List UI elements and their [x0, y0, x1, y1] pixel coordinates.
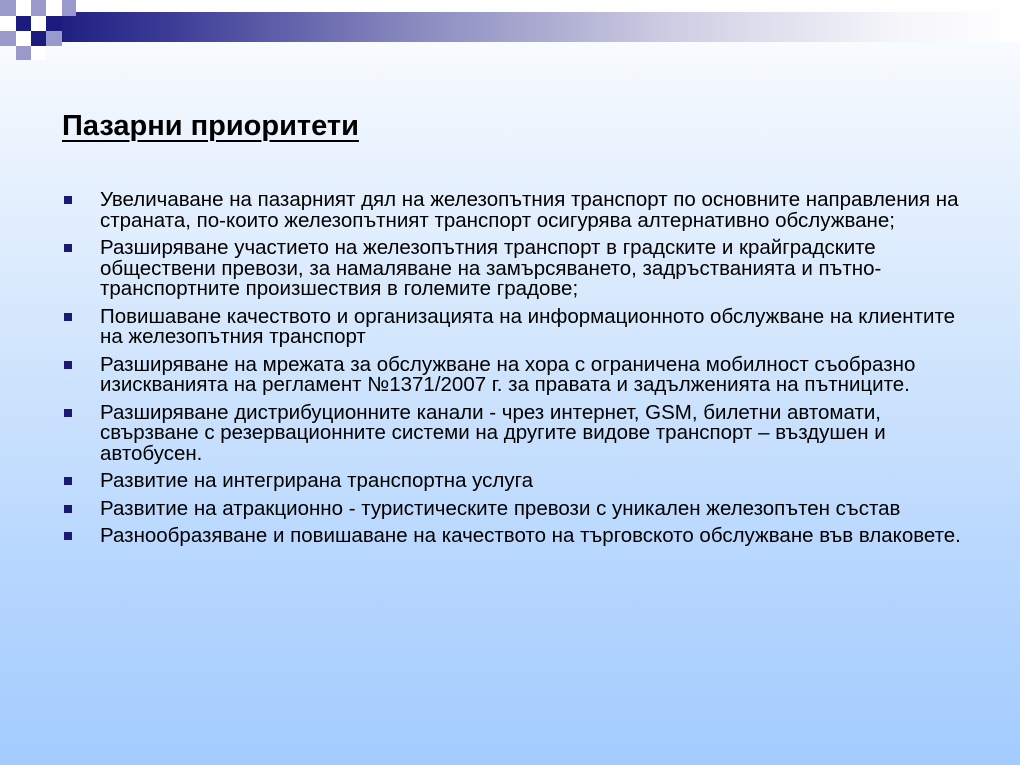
bullet-text: Разширяване на мрежата за обслужване на хора с ограничена мобилност съобразно изискванията на регламент №1371/2007 г. за правата и задълженията на пътниците. [100, 352, 916, 396]
bullet-text: Развитие на атракционно - туристическите превози с уникален железопътен състав [100, 496, 901, 520]
bullet-text: Разширяване участието на железопътния транспорт в градските и крайградските обществени превози, за намаляване на замърсяването, задръстванията и пътно- транспортните произшествия в големите градове; [100, 236, 882, 300]
bullet-item [62, 496, 962, 520]
bullet-item [62, 526, 962, 547]
square-bullet-icon [64, 409, 72, 417]
bullet-text: Разнообразяване и повишаване на качеството на търговското обслужване във влаковете. [100, 524, 961, 547]
bullet-item [62, 238, 962, 300]
square-bullet-icon [64, 532, 72, 540]
bullet-item [62, 304, 962, 348]
header-decoration [0, 0, 1020, 60]
bullet-text: Увеличаване на пазарният дял на железопътния транспорт по основните направления на страната, по-които железопътният транспорт осигурява алтернативно обслужване; [100, 188, 959, 232]
bullet-text: Повишаване качеството и организацията на информационното обслужване на клиентите на железопътния транспорт [100, 304, 956, 348]
slide-title: Пазарни приоритети [62, 110, 359, 142]
square-bullet-icon [64, 361, 72, 369]
square-bullet-icon [64, 313, 72, 321]
square-bullet-icon [64, 477, 72, 485]
bullet-item [62, 352, 962, 396]
square-bullet-icon [64, 244, 72, 252]
bullet-item [62, 471, 962, 492]
bullet-text: Развитие на интегрирана транспортна услуга [100, 469, 534, 492]
bullet-list [62, 190, 962, 554]
header-gradient-bar [46, 12, 1020, 42]
bullet-item [62, 400, 962, 465]
bullet-item [62, 190, 962, 231]
square-bullet-icon [64, 196, 72, 204]
bullet-text: Разширяване дистрибуционните канали - чрез интернет, GSM, билетни автомати, свързване с резервационните системи на другите видове транспорт – въздушен и автобусен. [100, 400, 886, 465]
square-bullet-icon [64, 505, 72, 513]
